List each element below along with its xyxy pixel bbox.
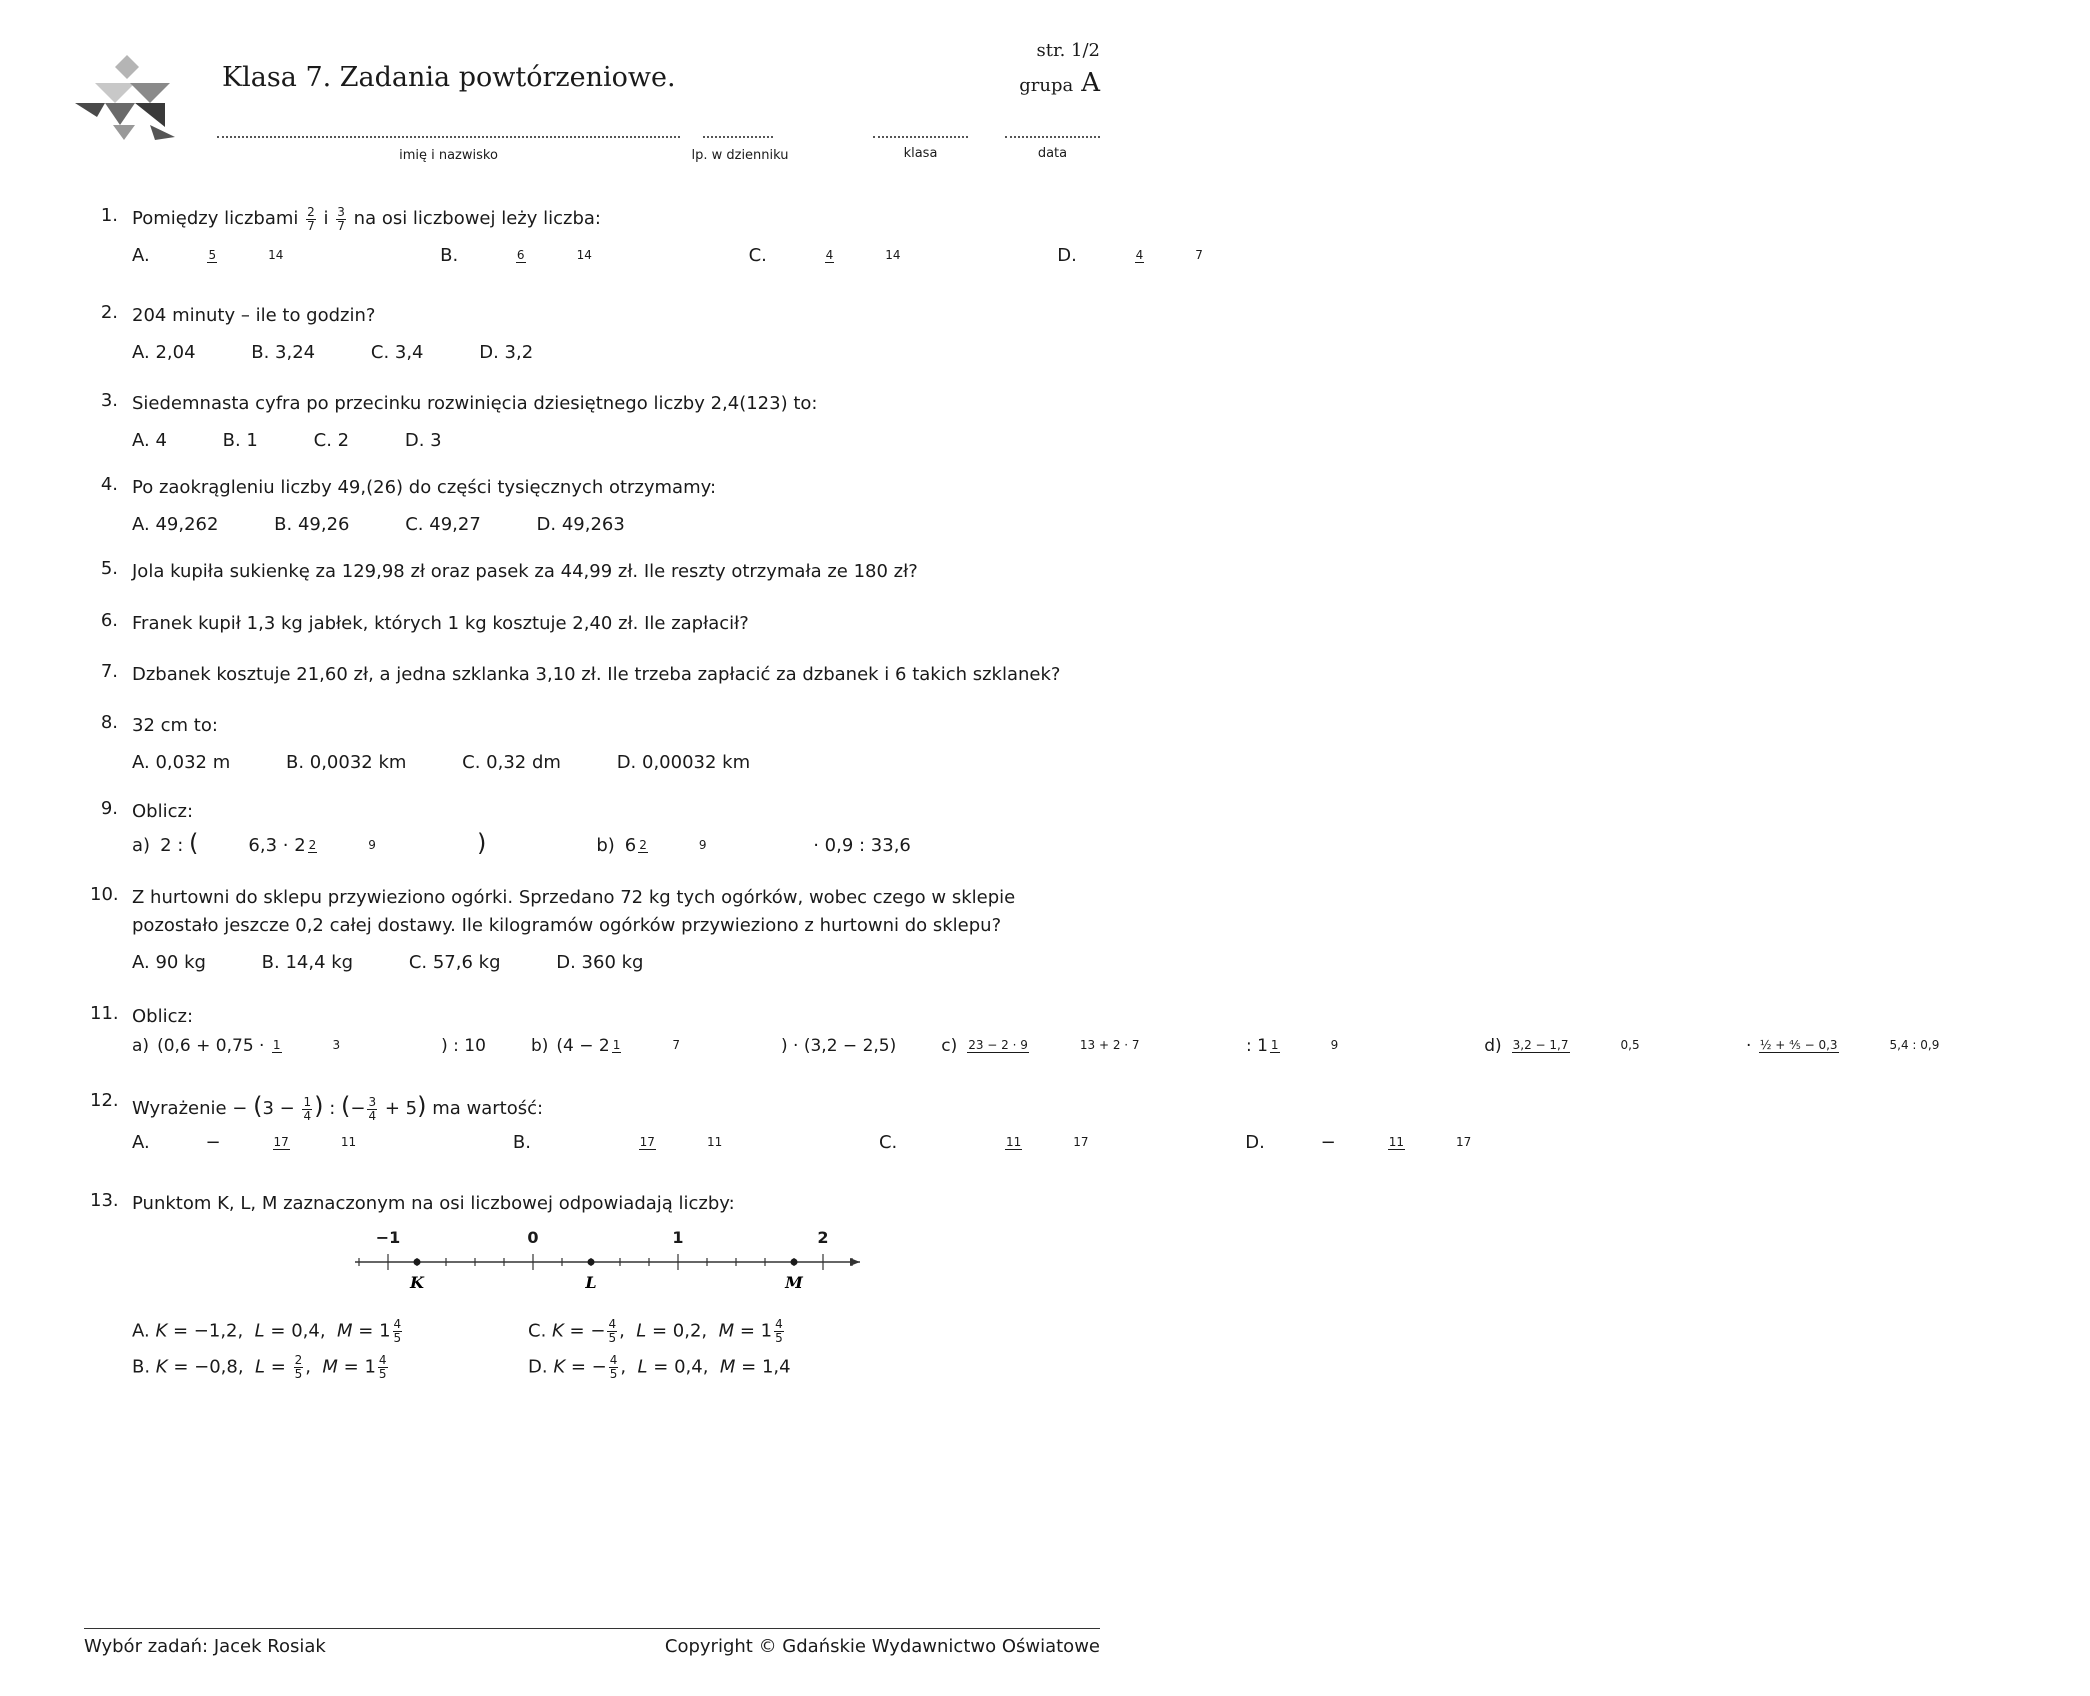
axis-label: 2: [817, 1228, 829, 1247]
point-label-L: L: [585, 1273, 597, 1292]
group-value: A: [1081, 68, 1100, 98]
footer-divider: [84, 1628, 1100, 1629]
axis-label: 1: [672, 1228, 684, 1247]
roll-number-field-label: lp. w dzienniku: [691, 148, 789, 163]
answer-a[interactable]: A. 49,262: [132, 514, 219, 535]
point-M: [791, 1259, 798, 1266]
answer-b[interactable]: B. 14,4 kg: [261, 952, 354, 973]
answer-13d[interactable]: D. K = − $\frac{4}{5}$ , L = 0,4, M = 1,4: [528, 1353, 791, 1381]
answer-options: [132, 245, 1354, 266]
point-label-K: K: [410, 1273, 424, 1292]
expressions: a) (0,6 + 0,75 · 1 3 ) : 10 b) (4 − 2 1 7 ) · (3,2 − 2,5) c) 23 − 2 · 9 13 + 2 · 7 : 1 1 9 d) 3,2 − 1,7 0,5 · ½ + ⅘ − 0,3 5,4 : 0,9: [132, 1036, 1940, 1056]
answer-c[interactable]: C. 57,6 kg: [408, 952, 501, 973]
answer-b[interactable]: B. 17 11: [512, 1132, 723, 1153]
date-field-label: data: [1037, 146, 1068, 161]
answer-c[interactable]: C. 3,4: [370, 342, 424, 363]
answer-a[interactable]: A. 0,032 m: [132, 752, 231, 773]
answer-13b[interactable]: B. K = −0,8, L = $\frac{2}{5}$ , M = 1 $\frac{4}{5}$: [132, 1353, 387, 1381]
answer-b[interactable]: B. 6 14: [440, 245, 592, 266]
answer-a[interactable]: A. − 17 11: [132, 1132, 357, 1153]
answer-a[interactable]: A. 90 kg: [132, 952, 206, 973]
answer-b[interactable]: B. 49,26: [274, 514, 350, 535]
name-field-label: imię i nazwisko: [399, 148, 498, 163]
answer-b[interactable]: B. 0,0032 km: [285, 752, 407, 773]
fraction: $\frac{3}{7}$: [337, 204, 345, 233]
number-line: [355, 1225, 865, 1295]
fraction: $\frac{2}{7}$: [307, 204, 315, 233]
answer-c[interactable]: C. 11 17: [878, 1132, 1089, 1153]
answer-a[interactable]: A. 2,04: [132, 342, 196, 363]
answer-c[interactable]: C. 0,32 dm: [462, 752, 561, 773]
point-label-M: M: [785, 1273, 803, 1292]
answer-d[interactable]: D. 4 7: [1057, 245, 1203, 266]
answer-d[interactable]: D. 360 kg: [556, 952, 644, 973]
expression-a: a) 2 : ( 6,3 · 2 2 9 ) b) 6 2 9 · 0,9 : 33,6: [132, 829, 911, 857]
roll-number-field[interactable]: [703, 136, 773, 138]
point-K: [414, 1259, 421, 1266]
point-L: [588, 1259, 595, 1266]
answer-d[interactable]: D. 0,00032 km: [616, 752, 751, 773]
answer-c[interactable]: C. 49,27: [405, 514, 481, 535]
answer-d[interactable]: D. 49,263: [536, 514, 625, 535]
axis-label: −1: [375, 1228, 401, 1247]
page-title: Klasa 7. Zadania powtórzeniowe.: [222, 62, 676, 93]
group-label: grupa A: [1019, 68, 1100, 98]
answer-13c[interactable]: C. K = − $\frac{4}{5}$ , L = 0,2, M = 1 $\frac{4}{5}$: [528, 1317, 783, 1345]
footer-author: Wybór zadań: Jacek Rosiak: [84, 1636, 326, 1657]
class-field-label: klasa: [903, 146, 938, 161]
answer-c[interactable]: C. 4 14: [748, 245, 901, 266]
footer-copyright: Copyright © Gdańskie Wydawnictwo Oświatowe: [664, 1636, 1100, 1657]
page-number: str. 1/2: [1036, 40, 1100, 61]
answer-c[interactable]: C. 2: [313, 430, 350, 451]
answer-d[interactable]: D. 3: [404, 430, 442, 451]
answer-b[interactable]: B. 1: [222, 430, 258, 451]
answer-d[interactable]: D. − 11 17: [1245, 1132, 1472, 1153]
answer-d[interactable]: D. 3,2: [479, 342, 534, 363]
class-field[interactable]: [873, 136, 968, 138]
answer-a[interactable]: A. 5 14: [132, 245, 284, 266]
name-field[interactable]: [217, 136, 680, 138]
answer-a[interactable]: A. 4: [132, 430, 167, 451]
axis-label: 0: [527, 1228, 539, 1247]
answer-13a[interactable]: A. K = −1,2, L = 0,4, M = 1 $\frac{4}{5}$: [132, 1317, 402, 1345]
answer-b[interactable]: B. 3,24: [251, 342, 316, 363]
publisher-logo: [75, 55, 180, 145]
date-field[interactable]: [1005, 136, 1100, 138]
